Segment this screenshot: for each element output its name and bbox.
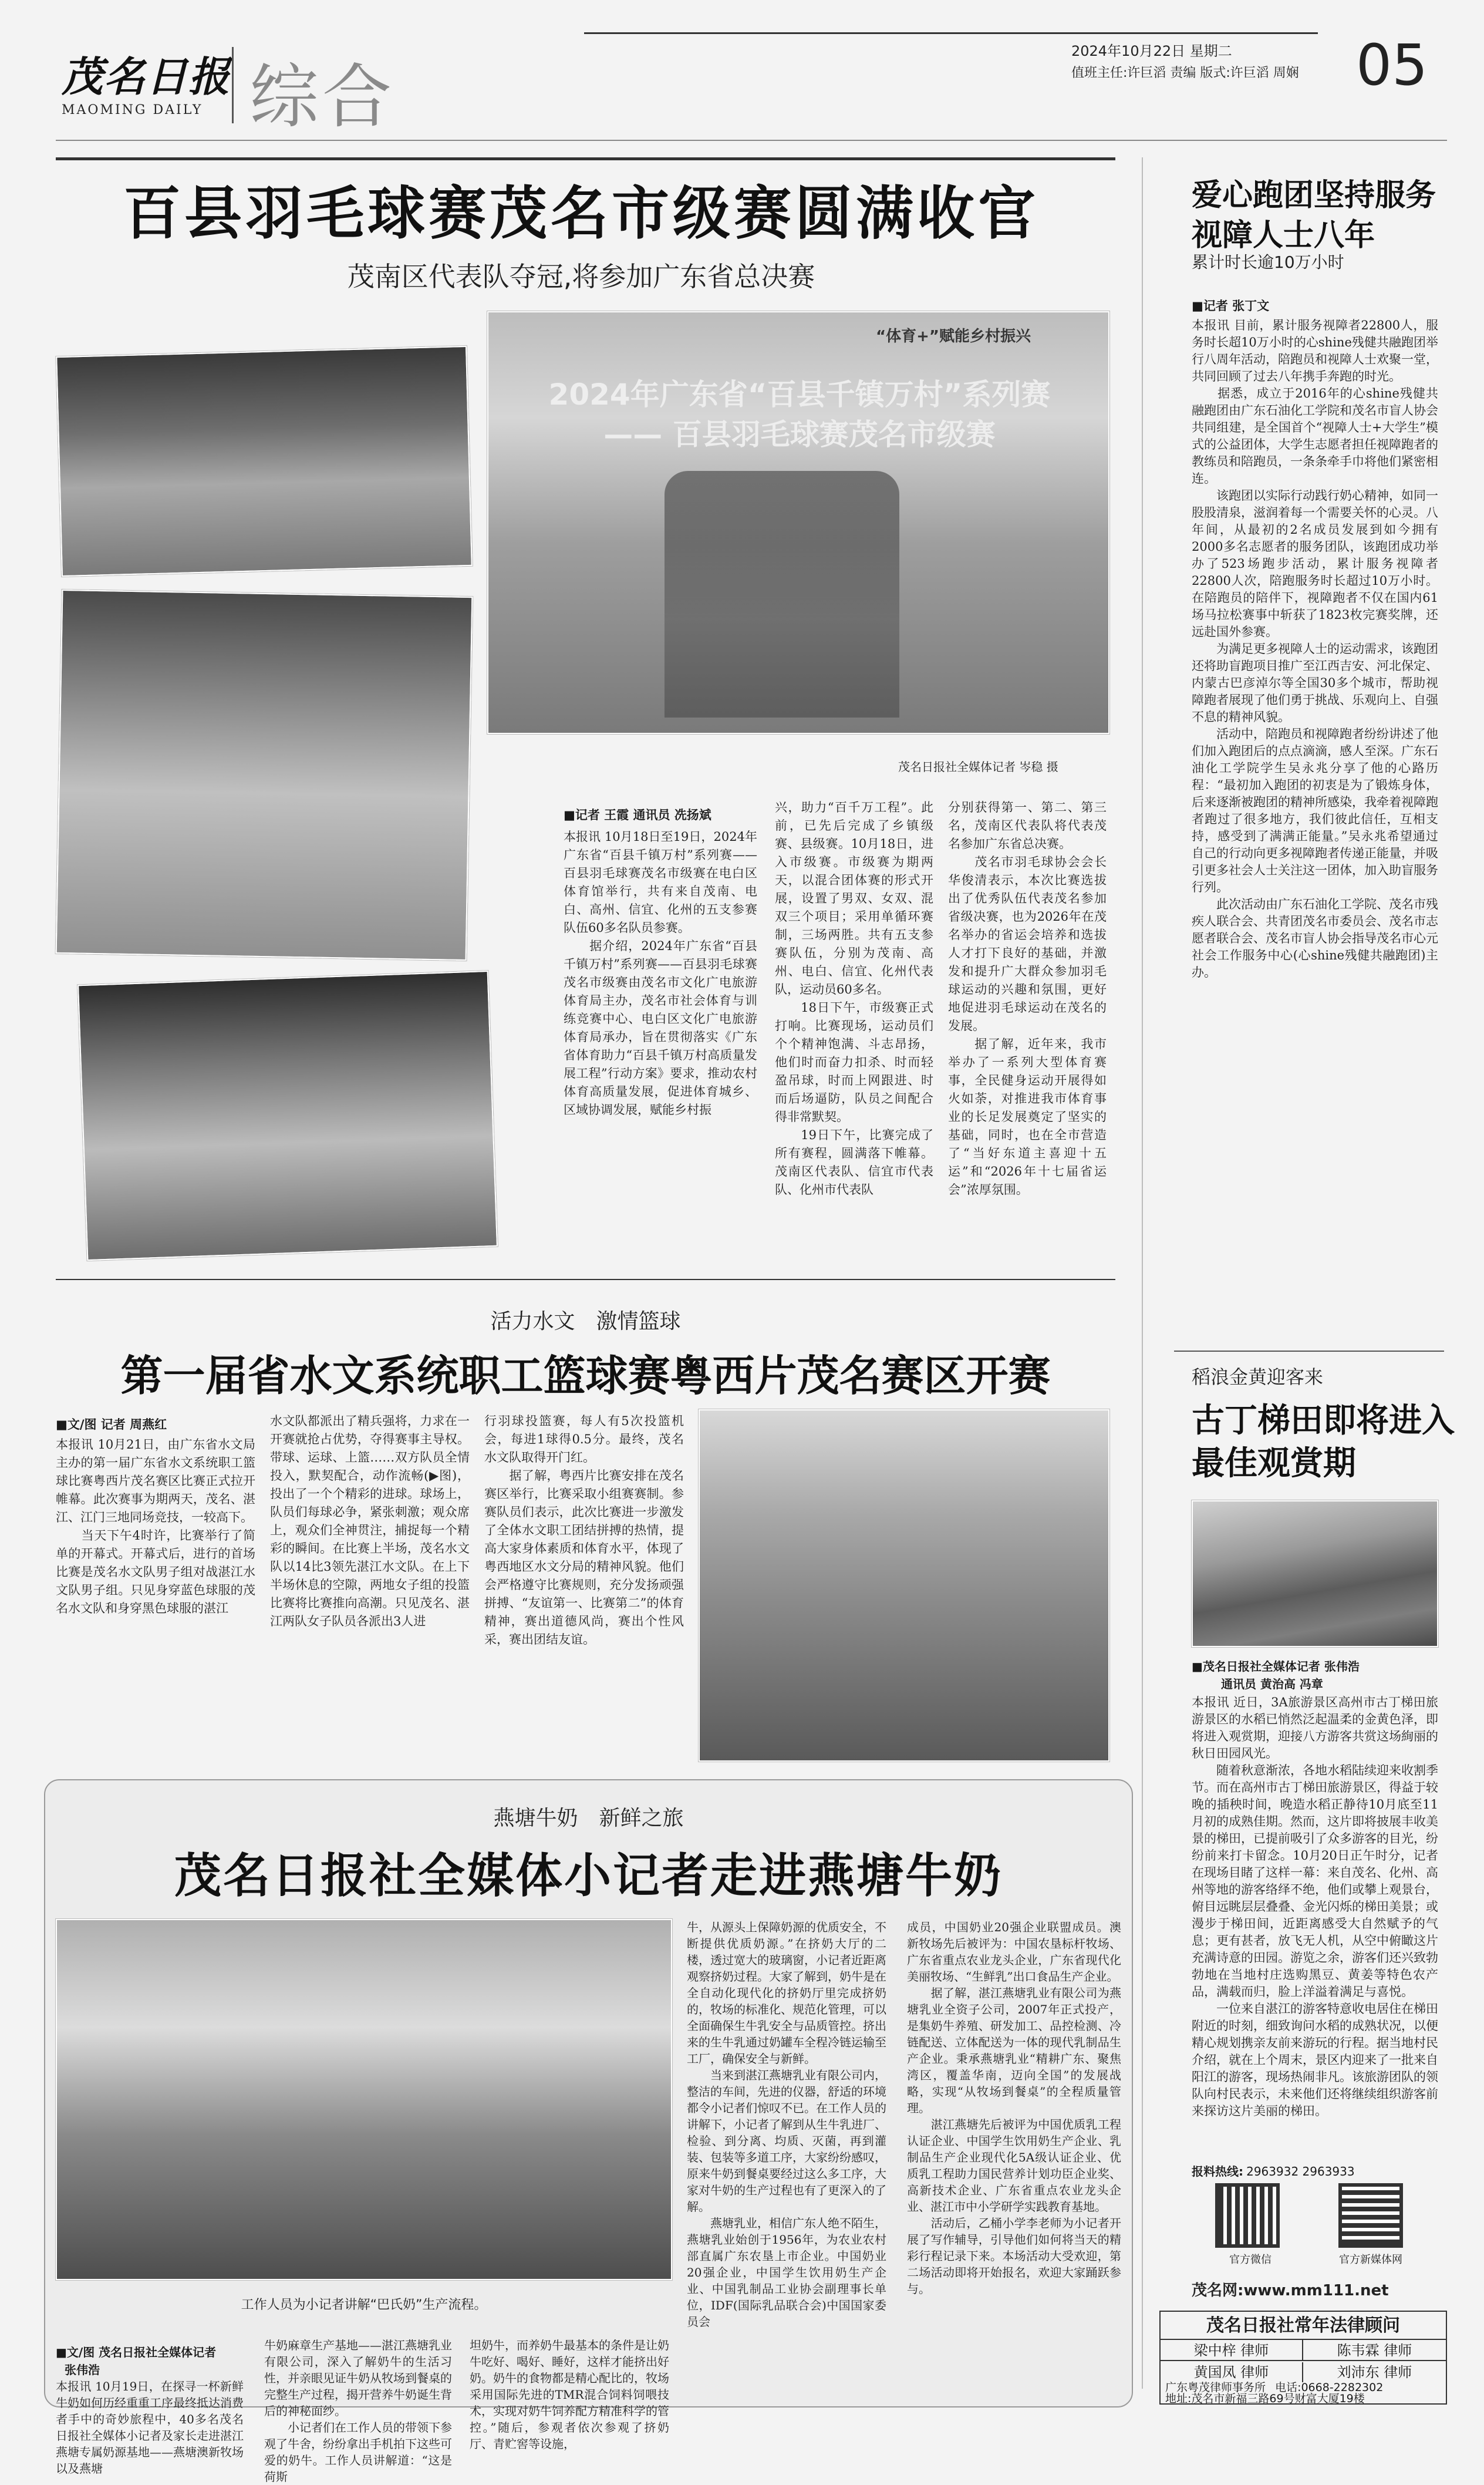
award-banner-line1: 2024年广东省“百县千镇万村”系列赛 — [548, 378, 1051, 412]
milk-photo-caption: 工作人员为小记者讲解“巴氏奶”生产流程。 — [241, 2298, 487, 2312]
badminton-photo-court-2 — [56, 590, 473, 961]
terrace-byline-2: 通讯员 黄治高 冯章 — [1221, 1677, 1323, 1691]
badminton-photo-court-1 — [56, 346, 473, 577]
right-column-divider — [1142, 157, 1143, 2389]
section-title: 综合 — [249, 56, 396, 137]
badminton-award-photo — [487, 311, 1109, 734]
terrace-headline-2: 最佳观赏期 — [1192, 1444, 1356, 1483]
running-headline-1: 爱心跑团坚持服务 — [1192, 177, 1436, 213]
qr-web-label: 官方新媒体网 — [1339, 2254, 1402, 2266]
terrace-top-rule — [1174, 1351, 1444, 1352]
award-banner-line2: —— 百县羽毛球赛茂名市级赛 — [603, 417, 996, 452]
basketball-photo — [699, 1409, 1109, 1762]
milk-kicker: 燕塘牛奶 新鲜之旅 — [493, 1806, 684, 1830]
badminton-byline: ■记者 王霞 通讯员 冼扬斌 — [564, 808, 711, 822]
basketball-headline: 第一届省水文系统职工篮球赛粤西片茂名赛区开赛 — [120, 1351, 1051, 1400]
terrace-photo — [1192, 1500, 1438, 1647]
law-title: 茂名日报社常年法律顾问 — [1161, 2312, 1446, 2340]
badminton-body-col3: 分别获得第一、第二、第三名，茂南区代表队将代表茂名参加广东省总决赛。 茂名市羽毛球协会会长华俊清表示，本次比赛选拔出了优秀队伍代表茂名参加省级决赛，也为2026年在茂名举办的省运会培养和选拔人才打下良好的基础，并激发和提升广大群众参加羽毛球运动的兴趣和氛围，更好地促进羽毛球运动在茂名的发展。 据了解，近年来，我市举办了一系列大型体育赛事，全民健身运动开展得如火如荼，对推进我市体育事业的长足发展奠定了坚实的基础，同时，也在全市营造了“当好东道主喜迎十五运”和“2026年十七届省运会”浓厚氛围。 — [948, 800, 1107, 1197]
running-headline-2: 视障人士八年 — [1192, 217, 1375, 253]
basketball-byline: ■文/图 记者 周燕红 — [56, 1417, 167, 1432]
basketball-top-rule — [56, 1279, 1115, 1280]
law-firm: 广东粤茂律师事务所 — [1165, 2381, 1266, 2394]
award-banner-tag: “体育+”赋能乡村振兴 — [876, 328, 1031, 345]
law-advisor-box — [1159, 2311, 1447, 2405]
milk-body-col3: 坦奶牛，而养奶牛最基本的条件是让奶牛吃好、喝好、睡好，这样才能挤出好奶。奶牛的食物都是精心配比的，牧场采用国际先进的TMR混合饲料饲喂技术，实现对奶牛饲养配方精准科学的管控。”随后，参观者依次参观了挤奶厅、青贮窖等设施， — [470, 2338, 669, 2451]
logo-english: MAOMING DAILY — [62, 103, 203, 117]
page-number: 05 — [1356, 32, 1428, 98]
milk-byline-name: 张伟浩 — [65, 2363, 100, 2377]
award-winners-group — [665, 471, 899, 718]
logo: 茂名日报 — [62, 52, 231, 101]
basketball-kicker: 活力水文 激情篮球 — [490, 1309, 681, 1334]
terrace-headline-1: 古丁梯田即将进入 — [1192, 1401, 1455, 1440]
running-body: 本报讯 目前，累计服务视障者22800人，服务时长超10万小时的心shine残健共融跑团举行八周年活动，陪跑员和视障人士欢聚一堂，共同回顾了过去八年携手奔跑的时光。 据悉，成立于2016年的心shine残健共融跑团由广东石油化工学院和茂名市盲人协会共同组建，是全国首个“视障人士+大学生”模式的公益团体，大学生志愿者担任视障跑者的教练员和陪跑员，一条条牵手巾将他们紧密相连。 该跑团以实际行动践行奶心精神，如同一股股清泉，滋润着每一个需要关怀的心灵。八年间，从最初的2名成员发展到如今拥有2000多名志愿者的服务团队，该跑团成功举办了523场跑步活动，累计服务视障者22800人次，陪跑服务时长超过10万小时。在陪跑员的陪伴下，视障跑者不仅在国内61场马拉松赛事中斩获了1823枚完赛奖牌，还远赴国外参赛。 为满足更多视障人士的运动需求，该跑团还将助盲跑项目推广至江西吉安、河北保定、内蒙古巴彦淖尔等全国30多个城市，帮助视障跑者展现了他们勇于挑战、乐观向上、自强不息的精神风貌。 活动中，陪跑员和视障跑者纷纷讲述了他们加入跑团后的点点滴滴，感人至深。广东石油化工学院学生吴永兆分享了他的心路历程：“最初加入跑团的初衷是为了锻炼身体，后来逐渐被跑团的精神所感染，我牵着视障跑者跑过了很多地方，我们彼此信任，互相支持，感受到了满满正能量。”吴永兆希望通过自己的行动向更多视障跑者传递正能量，并吸引更多社会人士关注这一团体，加入助盲服务行列。 此次活动由广东石油化工学院、茂名市残疾人联合会、共青团茂名市委员会、茂名市志愿者联合会、茂名市盲人协会指导茂名市心元社会工作服务中心(心shine残健共融跑团)主办。 — [1192, 318, 1438, 979]
badminton-subhead: 茂南区代表队夺冠,将参加广东省总决赛 — [347, 261, 815, 292]
basketball-body-col3: 行羽球投篮赛，每人有5次投篮机会，每进1球得0.5分。最终，茂名水文队取得开门红。 据了解，粤西片比赛安排在茂名赛区举行，比赛采取小组赛赛制。参赛队员们表示，此次比赛进一步激发了全体水文职工团结拼搏的热情，提高大家身体素质和体育水平，体现了粤西地区水文分局的精神风貌。他们会严格遵守比赛规则，充分发扬顽强拼搏、“友谊第一、比赛第二”的体育精神，赛出道德风尚，赛出个性风采，赛出团结友谊。 — [484, 1414, 684, 1646]
lawyer-2: 陈韦霖 律师 — [1303, 2340, 1446, 2361]
badminton-photo-credit: 茂名日报社全媒体记者 岑稳 摄 — [898, 760, 1058, 774]
lawyer-1: 梁中梓 律师 — [1161, 2340, 1303, 2361]
masthead-bottom-rule — [56, 140, 1447, 141]
milk-headline: 茂名日报社全媒体小记者走进燕塘牛奶 — [174, 1848, 1003, 1903]
milk-body-col4: 牛，从源头上保障奶源的优质安全，不断提供优质奶源。”在挤奶大厅的二楼，透过宽大的玻璃窗，小记者近距离观察挤奶过程。大家了解到，奶牛是在全自动化现代化的挤奶厅里完成挤奶的，牧场的标准化、规范化管理，可以全面确保生牛乳安全与品质管控。挤出来的生牛乳通过奶罐车全程冷链运输至工厂，确保安全与新鲜。 当来到湛江燕塘乳业有限公司内，整洁的车间，先进的仪器，舒适的环境都令小记者们惊叹不已。在工作人员的讲解下，小记者了解到从生牛乳进厂、检验、到分离、均质、灭菌，再到灌装、包装等多道工序，大家纷纷感叹，原来牛奶到餐桌要经过这么多工序，大家对牛奶的生产过程也有了更深入的了解。 燕塘乳业，相信广东人绝不陌生，燕塘乳业始创于1956年，为农业农村部直属广东农垦上市企业。中国奶业20强企业，中国学生饮用奶生产企业、中国乳制品工业协会副理事长单位，IDF(国际乳品联合会)中国国家委员会 — [687, 1920, 886, 2329]
law-address: 地址:茂名市新福三路69号财富大厦19楼 — [1165, 2392, 1365, 2405]
running-subhead: 累计时长逾10万小时 — [1192, 252, 1344, 272]
milk-body-col2: 牛奶麻章生产基地——湛江燕塘乳业有限公司，深入了解奶牛的生活习性，并亲眼见证牛奶从牧场到餐桌的完整生产过程，揭开营养牛奶诞生背后的神秘面纱。 小记者们在工作人员的带领下参观了牛舍，纷纷拿出手机拍下这些可爱的奶牛。工作人员讲解道：“这是荷斯 — [264, 2338, 452, 2484]
qr-code-web — [1338, 2183, 1403, 2248]
hotline-box — [1192, 2162, 1438, 2268]
lawyer-3: 黄国凤 律师 — [1161, 2362, 1303, 2382]
milk-byline: ■文/图 茂名日报社全媒体记者 — [56, 2345, 217, 2359]
badminton-body-col1: 本报讯 10月18日至19日，2024年广东省“百县千镇万村”系列赛——百县羽毛球赛茂名市级赛在电白区体育馆举行，共有来自茂南、电白、高州、信宜、化州的五支参赛队伍60多名队员参赛。 据介绍，2024年广东省“百县千镇万村”系列赛——百县羽毛球赛茂名市级赛由茂名市文化广电旅游体育局主办，茂名市社会体育与训练竞赛中心、电白区文化广电旅游体育局承办，旨在贯彻落实《广东省体育助力“百县千镇万村高质量发展工程”行动方案》要求，推动农村体育高质量发展，促进体育城乡、区域协调发展，赋能乡村振 — [564, 830, 757, 1117]
qr-wechat-label: 官方微信 — [1229, 2254, 1271, 2266]
masthead — [56, 32, 1435, 138]
basketball-body-col2: 水文队都派出了精兵强将，力求在一开赛就抢占优势，夺得赛事主导权。带球、运球、上篮……双方队员全情投入，默契配合，动作流畅(▶图)，投出了一个个精彩的进球。球场上，队员们每球必争，紧张刺激；观众席上，观众们全神贯注，捕捉每一个精彩的瞬间。在比赛上半场，茂名水文队以14比3领先湛江水文队。在上下半场休息的空隙，两地女子组的投篮比赛将比赛推向高潮。只见茂名、湛江两队女子队员各派出3人进 — [270, 1414, 470, 1628]
milk-body-col1: 本报讯 10月19日，在探寻一杯新鲜牛奶如何历经重重工序最终抵达消费者手中的奇妙旅程中，40多名茂名日报社全媒体小记者及家长走进湛江燕塘专属奶源基地——燕塘澳新牧场以及燕塘 — [56, 2379, 244, 2476]
badminton-body-col2: 兴，助力“百千万工程”。此前，已先后完成了乡镇级赛、县级赛。10月18日，进入市级赛。市级赛为期两天，以混合团体赛的形式开展，设置了男双、女双、混双三个项目；采用单循环赛制，三场两胜。共有五支参赛队伍，分别为茂南、高州、电白、信宜、化州代表队，运动员60多名。 18日下午，市级赛正式打响。比赛现场，运动员们个个精神饱满、斗志昂扬，他们时而奋力扣杀、时而轻盈吊球，时而上网跟进、时而后场逼防，队员之间配合得非常默契。 19日下午，比赛完成了所有赛程，圆满落下帷幕。茂南区代表队、信宜市代表队、化州市代表队 — [775, 800, 933, 1197]
milk-photo — [56, 1919, 672, 2280]
law-tel: 电话:0668-2282302 — [1275, 2381, 1384, 2394]
logo-divider — [232, 47, 234, 123]
badminton-headline: 百县羽毛球赛茂名市级赛圆满收官 — [123, 180, 1039, 247]
running-byline: ■记者 张丁文 — [1192, 299, 1270, 313]
terrace-byline: ■茂名日报社全媒体记者 张伟浩 — [1192, 1659, 1360, 1673]
terrace-kicker: 稻浪金黄迎客来 — [1192, 1366, 1324, 1388]
hotline-label: 报料热线: — [1192, 2164, 1243, 2178]
lawyer-4: 刘沛东 律师 — [1337, 2364, 1412, 2380]
issue-date: 2024年10月22日 星期二 — [1071, 43, 1232, 59]
hotline-numbers: 2963932 2963933 — [1246, 2164, 1355, 2178]
milk-body-col5: 成员，中国奶业20强企业联盟成员。澳新牧场先后被评为：中国农垦标杆牧场、广东省重点农业龙头企业，广东省现代化美丽牧场、“生鲜乳”出口食品生产企业。 据了解，湛江燕塘乳业有限公司为燕塘乳业全资子公司，2007年正式投产，是集奶牛养殖、研发加工、品控检测、冷链配送、立体配送为一体的现代乳制品生产企业。秉承燕塘乳业“精耕广东、聚焦湾区，覆盖华南，迈向全国”的发展战略，实现“从牧场到餐桌”的全程质量管理。 湛江燕塘先后被评为中国优质乳工程认证企业、中国学生饮用奶生产企业、乳制品生产企业现代化5A级认证企业、优质乳工程助力国民营养计划功臣企业奖、高新技术企业、广东省重点农业龙头企业、湛江市中小学研学实践教育基地。 活动后，乙桶小学李老师为小记者开展了写作辅导，引导他们如何将当天的精彩行程记录下来。本场活动大受欢迎，第二场活动即将开始报名，欢迎大家踊跃参与。 — [907, 1920, 1121, 2296]
header-rule — [584, 32, 1318, 34]
website-link[interactable]: 茂名网:www.mm111.net — [1192, 2282, 1389, 2299]
terrace-body: 本报讯 近日，3A旅游景区高州市古丁梯田旅游景区的水稻已悄然泛起温柔的金黄色泽，即将进入观赏期，迎接八方游客共赏这场絢丽的秋日田园风光。 随着秋意渐浓，各地水稻陆续迎来收割季节。而在高州市古丁梯田旅游景区，得益于较晚的插秧时间，晚造水稻正静待10月底至11月初的成熟佳期。然而，这片即将披展丰收美景的梯田，已提前吸引了众多游客的目光，纷纷前来打卡留念。10月20日正午时分，记者在现场目睹了这样一幕：来自茂名、化州、高州等地的游客络绎不绝，他们或攀上观景台，俯目远眺层层叠叠、金光闪烁的梯田美景；或漫步于梯田间，近距离感受大自然赋予的气息；更有甚者，放飞无人机，从空中俯瞰这片充满诗意的田园。游览之余，游客们还兴致勃勃地在当地村庄选购黑豆、黄姜等特色农产品，满载而归，脸上洋溢着满足与喜悦。 一位来自湛江的游客特意收电居住在梯田附近的时刻，细致询问水稻的成熟状况，以便精心规划携亲友前来游玩的行程。据当地村民介绍，就在上个周末，景区内迎来了一批来自阳江的游客，现场热闹非凡。该旅游团队的领队向村民表示，未来他们还将继续组织游客前来探访这片美丽的梯田。 — [1192, 1695, 1438, 2118]
editors-line: 值班主任:许巨滔 责编 版式:许巨滔 周娴 — [1071, 66, 1299, 80]
basketball-body-col1: 本报讯 10月21日，由广东省水文局主办的第一届广东省水文系统职工篮球比赛粤西片茂名赛区比赛正式拉开帷幕。此次赛事为期两天，茂名、湛江、江门三地同场竞技，一较高下。 当天下午4时许，比赛举行了简单的开幕式。开幕式后，进行的首场比赛是茂名水文队男子组对战湛江水文队男子组。只见身穿蓝色球服的茂名水文队和身穿黑色球服的湛江 — [56, 1437, 255, 1615]
badminton-photo-court-3 — [77, 971, 498, 1261]
qr-code-wechat — [1215, 2183, 1280, 2248]
